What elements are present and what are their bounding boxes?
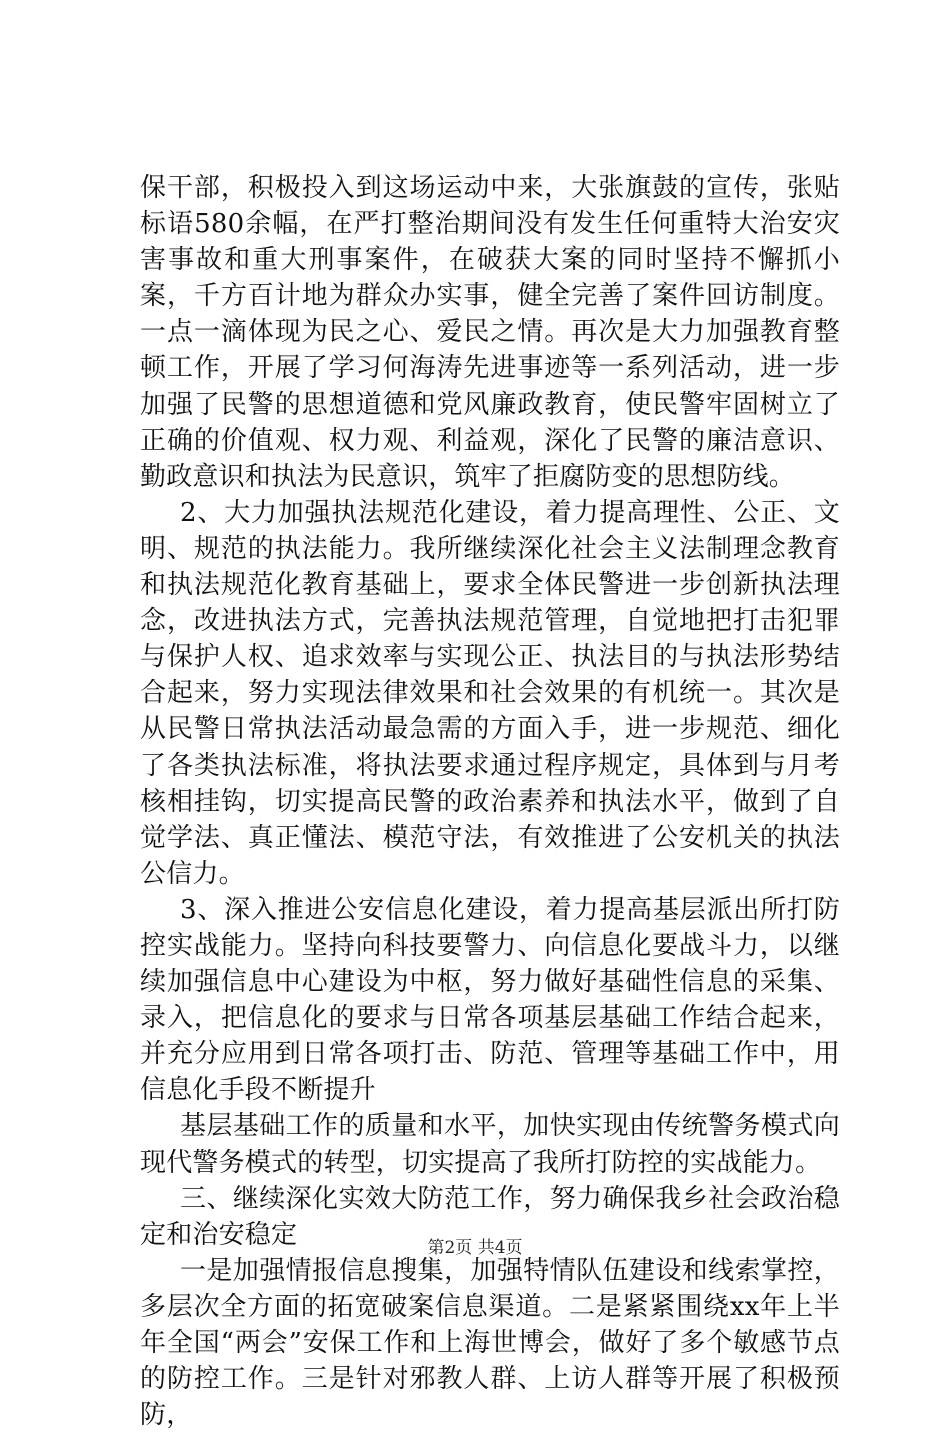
paragraph-informatization: 3、深入推进公安信息化建设，着力提高基层派出所打防控实战能力。坚持向科技要警力、向信息化要战斗力，以继续加强信息中心建设为中枢，努力做好基础性信息的采集、录入，把信息化的要求与日常各项基层基础工作结合起来，并充分应用到日常各项打击、防范、管理等基础工作中，用信息化手段不断提升 (140, 894, 840, 1106)
paragraph-informatization-cont: 基层基础工作的质量和水平，加快实现由传统警务模式向现代警务模式的转型，切实提高了我所打防控的实战能力。 (140, 1111, 840, 1178)
page-number-footer: 第2页 共4页 (427, 1238, 523, 1258)
paragraph-intelligence: 一是加强情报信息搜集，加强特情队伍建设和线索掌控，多层次全方面的拓宽破案信息渠道。二是紧紧围绕xx年上半年全国“两会”安保工作和上海世博会，做好了多个敏感节点的防控工作。三是针对邪教人群、上访人群等开展了积极预防， (140, 1255, 840, 1431)
section-heading-prevention: 三、继续深化实效大防范工作，努力确保我乡社会政治稳定和治安稳定 (140, 1183, 840, 1250)
paragraph-law-enforcement: 2、大力加强执法规范化建设，着力提高理性、公正、文明、规范的执法能力。我所继续深化社会主义法制理念教育和执法规范化教育基础上，要求全体民警进一步创新执法理念，改进执法方式，完善执法规范管理，自觉地把打击犯罪与保护人权、追求效率与实现公正、执法目的与执法形势结合起来，努力实现法律效果和社会效果的有机统一。其次是从民警日常执法活动最急需的方面入手，进一步规范、细化了各类执法标准，将执法要求通过程序规定，具体到与月考核相挂钩，切实提高民警的政治素养和执法水平，做到了自觉学法、真正懂法、模范守法，有效推进了公安机关的执法公信力。 (140, 497, 840, 889)
paragraph-continuation: 保干部，积极投入到这场运动中来，大张旗鼓的宣传，张贴标语580余幅，在严打整治期间没有发生任何重特大治安灾害事故和重大刑事案件，在破获大案的同时坚持不懈抓小案，千方百计地为群众办实事，健全完善了案件回访制度。一点一滴体现为民之心、爱民之情。再次是大力加强教育整顿工作，开展了学习何海涛先进事迹等一系列活动，进一步加强了民警的思想道德和党风廉政教育，使民警牢固树立了正确的价值观、权力观、利益观，深化了民警的廉洁意识、勤政意识和执法为民意识，筑牢了拒腐防变的思想防线。 (140, 173, 840, 492)
